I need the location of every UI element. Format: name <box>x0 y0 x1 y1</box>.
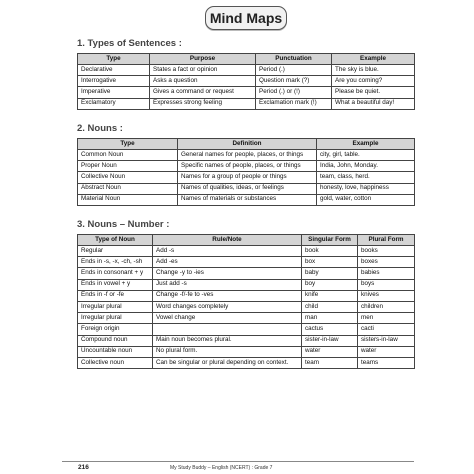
table-cell: baby <box>302 268 358 279</box>
table-row <box>78 183 415 194</box>
table-cell: child <box>302 301 358 312</box>
table-cell: men <box>358 313 415 324</box>
column-header: Definition <box>178 139 317 150</box>
table-cell: Question mark (?) <box>256 76 332 87</box>
table-row <box>78 279 415 290</box>
table-cell: General names for people, places, or things <box>178 150 317 161</box>
table-cell: Please be quiet. <box>332 87 415 98</box>
table-cell: Names for a group of people or things <box>178 172 317 183</box>
table-cell: man <box>302 313 358 324</box>
table-cell: honesty, love, happiness <box>317 183 415 194</box>
table-cell: babies <box>358 268 415 279</box>
table-row <box>78 290 415 301</box>
page-number: 216 <box>78 464 89 471</box>
table-cell: Can be singular or plural depending on context. <box>153 357 302 368</box>
table-cell: Interrogative <box>78 76 150 87</box>
table-row <box>78 161 415 172</box>
table-row <box>78 324 415 335</box>
column-header: Type <box>78 54 150 65</box>
table-row <box>78 98 415 109</box>
page-title: Mind Maps <box>205 6 287 30</box>
table-cell: Collective noun <box>78 357 153 368</box>
table-row <box>78 335 415 346</box>
table-cell: Gives a command or request <box>150 87 256 98</box>
table-cell: Main noun becomes plural. <box>153 335 302 346</box>
table-cell: children <box>358 301 415 312</box>
table-cell: book <box>302 246 358 257</box>
table-row <box>78 301 415 312</box>
column-header: Rule/Note <box>153 235 302 246</box>
table-cell: sisters-in-law <box>358 335 415 346</box>
table-cell: boys <box>358 279 415 290</box>
table-cell: Names of qualities, ideas, or feelings <box>178 183 317 194</box>
table-cell: Compound noun <box>78 335 153 346</box>
table-header-row <box>78 54 415 65</box>
table-cell: box <box>302 257 358 268</box>
table-cell: cactus <box>302 324 358 335</box>
table-cell: Asks a question <box>150 76 256 87</box>
table-cell: Add -s <box>153 246 302 257</box>
column-header: Purpose <box>150 54 256 65</box>
table-row <box>78 65 415 76</box>
table-cell: Change -y to -ies <box>153 268 302 279</box>
table-cell: Period (.) <box>256 65 332 76</box>
table-cell: Expresses strong feeling <box>150 98 256 109</box>
table-cell: Are you coming? <box>332 76 415 87</box>
table-cell: Common Noun <box>78 150 178 161</box>
table-cell: knives <box>358 290 415 301</box>
table-cell: What a beautiful day! <box>332 98 415 109</box>
table-cell: city, girl, table. <box>317 150 415 161</box>
table-cell: Ends in -f or -fe <box>78 290 153 301</box>
book-title: My Study Buddy – English (NCERT) : Grade 7 <box>170 465 273 471</box>
nouns-number-table <box>77 234 415 369</box>
table-cell: Vowel change <box>153 313 302 324</box>
column-header: Plural Form <box>358 235 415 246</box>
table-cell: gold, water, cotton <box>317 194 415 205</box>
section-heading-sentence-types: 1. Types of Sentences : <box>77 38 182 49</box>
table-cell: Material Noun <box>78 194 178 205</box>
table-row <box>78 76 415 87</box>
table-cell: boy <box>302 279 358 290</box>
table-cell: India, John, Monday. <box>317 161 415 172</box>
table-cell: Ends in -s, -x, -ch, -sh <box>78 257 153 268</box>
table-header-row <box>78 139 415 150</box>
table-cell: Imperative <box>78 87 150 98</box>
table-cell: Proper Noun <box>78 161 178 172</box>
table-cell: Add -es <box>153 257 302 268</box>
table-cell: Foreign origin <box>78 324 153 335</box>
table-cell: Exclamation mark (!) <box>256 98 332 109</box>
table-cell: Collective Noun <box>78 172 178 183</box>
table-row <box>78 150 415 161</box>
table-row <box>78 346 415 357</box>
table-cell: water <box>358 346 415 357</box>
table-cell: water <box>302 346 358 357</box>
table-cell: cacti <box>358 324 415 335</box>
table-cell: books <box>358 246 415 257</box>
table-cell: Ends in consonant + y <box>78 268 153 279</box>
table-cell: States a fact or opinion <box>150 65 256 76</box>
column-header: Example <box>332 54 415 65</box>
table-row <box>78 357 415 368</box>
sentence-types-table <box>77 53 415 110</box>
footer-divider <box>62 461 414 462</box>
table-cell: sister-in-law <box>302 335 358 346</box>
table-cell: Irregular plural <box>78 301 153 312</box>
column-header: Singular Form <box>302 235 358 246</box>
nouns-table <box>77 138 415 206</box>
table-cell: The sky is blue. <box>332 65 415 76</box>
table-row <box>78 87 415 98</box>
table-cell: teams <box>358 357 415 368</box>
table-cell: Ends in vowel + y <box>78 279 153 290</box>
table-cell: No plural form. <box>153 346 302 357</box>
table-cell: Just add -s <box>153 279 302 290</box>
section-heading-nouns: 2. Nouns : <box>77 123 123 134</box>
table-cell: Specific names of people, places, or things <box>178 161 317 172</box>
table-cell <box>153 324 302 335</box>
table-cell: team <box>302 357 358 368</box>
column-header: Type <box>78 139 178 150</box>
table-cell: Declarative <box>78 65 150 76</box>
table-row <box>78 246 415 257</box>
table-row <box>78 257 415 268</box>
table-cell: Change -f/-fe to -ves <box>153 290 302 301</box>
table-cell: Abstract Noun <box>78 183 178 194</box>
table-cell: Irregular plural <box>78 313 153 324</box>
table-header-row <box>78 235 415 246</box>
table-cell: knife <box>302 290 358 301</box>
table-cell: team, class, herd. <box>317 172 415 183</box>
table-cell: boxes <box>358 257 415 268</box>
section-heading-nouns-number: 3. Nouns – Number : <box>77 219 170 230</box>
table-cell: Regular <box>78 246 153 257</box>
table-cell: Word changes completely <box>153 301 302 312</box>
table-cell: Names of materials or substances <box>178 194 317 205</box>
column-header: Punctuation <box>256 54 332 65</box>
table-row <box>78 172 415 183</box>
table-cell: Exclamatory <box>78 98 150 109</box>
table-row <box>78 194 415 205</box>
table-cell: Uncountable noun <box>78 346 153 357</box>
table-cell: Period (.) or (!) <box>256 87 332 98</box>
column-header: Type of Noun <box>78 235 153 246</box>
column-header: Example <box>317 139 415 150</box>
table-row <box>78 268 415 279</box>
table-row <box>78 313 415 324</box>
